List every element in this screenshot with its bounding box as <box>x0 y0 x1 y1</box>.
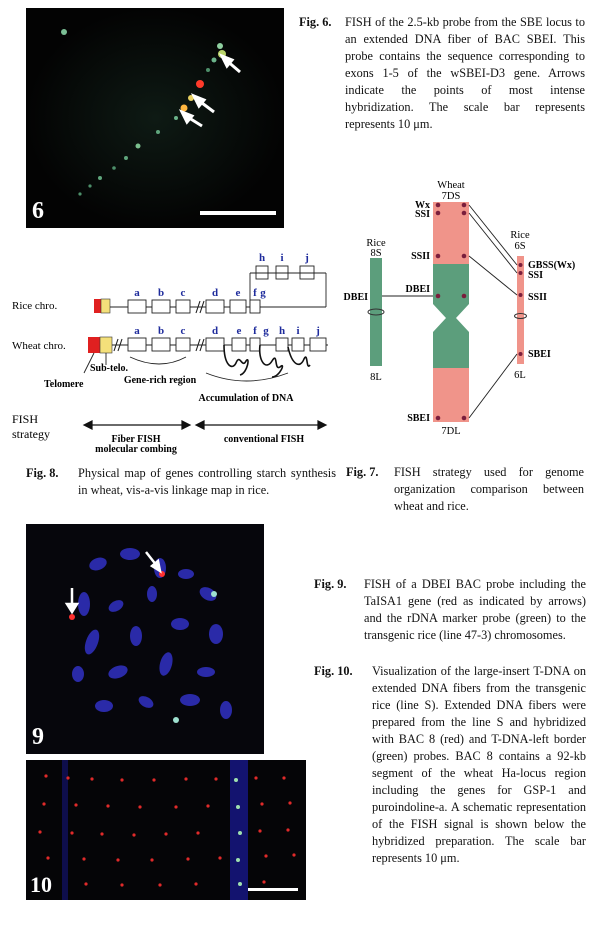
fig7-caption-text: FISH strategy used for genome organization comparison between wheat and rice. <box>394 465 584 513</box>
fig10-caption-label: Fig. 10. <box>314 664 353 678</box>
scale-bar <box>200 211 276 215</box>
rice6-gene-ssi: SSI <box>528 270 544 281</box>
wheat-label: Wheat <box>437 180 465 191</box>
gene-f-label: f <box>253 287 257 299</box>
fig8-caption <box>26 465 336 499</box>
wheat-top-arm: 7DS <box>441 191 461 202</box>
wheat-bottom-arm: 7DL <box>441 426 461 437</box>
gene-a-label: a <box>134 287 140 299</box>
fig8-caption-text: Physical map of genes controlling starch synthesis in wheat, vis-a-vis linkage map in rice. <box>78 466 336 497</box>
rice8-gene-dbei: DBEI <box>343 292 368 303</box>
gene-f-label: f <box>253 325 257 337</box>
fig8-diagram <box>10 243 345 453</box>
rice-chro-label: Rice chro. <box>12 300 58 312</box>
gene-g-label: g <box>263 325 269 337</box>
panel-label: 10 <box>30 872 52 897</box>
gene-rich-label: Gene-rich region <box>123 375 197 386</box>
rice8-label: Rice <box>366 238 386 249</box>
fish-strategy-label-1: FISH <box>12 412 39 426</box>
gene-b-label: b <box>157 287 165 299</box>
fish-strategy-label-2: strategy <box>12 427 50 441</box>
accumulation-label: Accumulation of DNA <box>198 393 294 404</box>
wheat-gene-sbei: SBEI <box>407 413 430 424</box>
fig9-caption-text: FISH of a DBEI BAC probe including the TaISA1 gene (red as indicated by arrows) and the rDNA marker probe (green) to the transgenic rice (line 47-3) chromosomes. <box>364 577 586 642</box>
fig10-micrograph <box>26 760 306 900</box>
fig7-chromosome-map <box>343 178 600 448</box>
gene-d-label: d <box>211 287 219 299</box>
gene-i-label: i <box>296 325 300 337</box>
rice8-bottom-arm: 8L <box>370 372 382 383</box>
gene-c-label: c <box>180 325 186 337</box>
gene-h-label: h <box>258 252 266 264</box>
gene-j-label: j <box>305 252 309 264</box>
gene-a-label: a <box>134 325 140 337</box>
wheat-gene-dbei: DBEI <box>405 284 430 295</box>
conventional-fish-label: conventional FISH <box>223 434 305 445</box>
gene-g-label: g <box>260 287 266 299</box>
rice6-gene-ssii: SSII <box>528 292 547 303</box>
rice8-chromosome <box>370 258 382 366</box>
wheat-gene-ssii: SSII <box>411 251 430 262</box>
rice6-top-arm: 6S <box>514 241 526 252</box>
gene-c-label: c <box>180 287 186 299</box>
fig8-caption-label: Fig. 8. <box>26 466 59 480</box>
fig8-physical-map <box>10 243 345 453</box>
fig7-diagram <box>343 178 600 448</box>
wheat-chro-label: Wheat chro. <box>12 340 66 352</box>
gene-d-label: d <box>211 325 219 337</box>
molecular-combing-label: molecular combing <box>95 444 177 455</box>
wheat-gene-ssi: SSI <box>414 209 430 220</box>
panel-label: 9 <box>32 724 44 750</box>
fig6-fiber-image <box>26 8 284 228</box>
subtelo-label: Sub-telo. <box>90 363 129 374</box>
gene-j-label: j <box>316 325 320 337</box>
fig10-caption <box>314 663 586 867</box>
gene-b-label: b <box>157 325 165 337</box>
gene-i-label: i <box>280 252 284 264</box>
fig10-caption-text: Visualization of the large-insert T-DNA on extended DNA fibers from the transgenic rice (line S). Extended DNA fibers were prepared from the line S and hybridized with BAC 8 (red) and T-DNA-left border (green) probes. BAC 8 contains a 92-kb segment of the wheat Ha-locus region including the genes for GSP-1 and puroindoline-a. A schematic representation of the FISH signal is shown below the hybridized preparation. The scale bar represents 10 μm. <box>372 664 586 865</box>
rice6-gene-gbss: GBSS(Wx) <box>528 260 576 271</box>
double-arrow-icon <box>84 421 326 429</box>
fig6-micrograph <box>26 8 284 228</box>
rice6-bottom-arm: 6L <box>514 370 526 381</box>
fig9-caption <box>314 576 586 644</box>
telomere-label: Telomere <box>44 379 84 390</box>
fig9-caption-label: Fig. 9. <box>314 577 347 591</box>
fig6-caption-text: FISH of the 2.5-kb probe from the SBE locus to an extended DNA fiber of BAC SBEI. This probe contains the sequence corresponding to exons 1-5 of the wSBEI-D3 gene. Arrows indicate the points of most intense hybridization. The scale bar represents represents 10 μm. <box>345 15 585 131</box>
gene-e-label: e <box>236 325 242 337</box>
rice6-label: Rice <box>510 230 530 241</box>
panel-label: 6 <box>32 198 44 224</box>
wheat-chromosome <box>433 202 469 422</box>
gene-e-label: e <box>235 287 241 299</box>
gene-h-label: h <box>278 325 286 337</box>
wheat-gene-wx: Wx <box>415 200 430 211</box>
fig9-chromosome-spread <box>26 524 264 754</box>
fig6-caption-label: Fig. 6. <box>299 15 332 29</box>
fig7-caption <box>346 464 584 515</box>
fig7-caption-label: Fig. 7. <box>346 465 379 479</box>
fig10-fiber-image <box>26 760 306 900</box>
rice8-top-arm: 8S <box>370 248 382 259</box>
fig6-caption <box>299 14 585 133</box>
scale-bar <box>248 888 298 891</box>
fig9-micrograph <box>26 524 264 754</box>
fiber-fish-label: Fiber FISH <box>111 434 161 445</box>
rice6-gene-sbei: SBEI <box>528 349 551 360</box>
